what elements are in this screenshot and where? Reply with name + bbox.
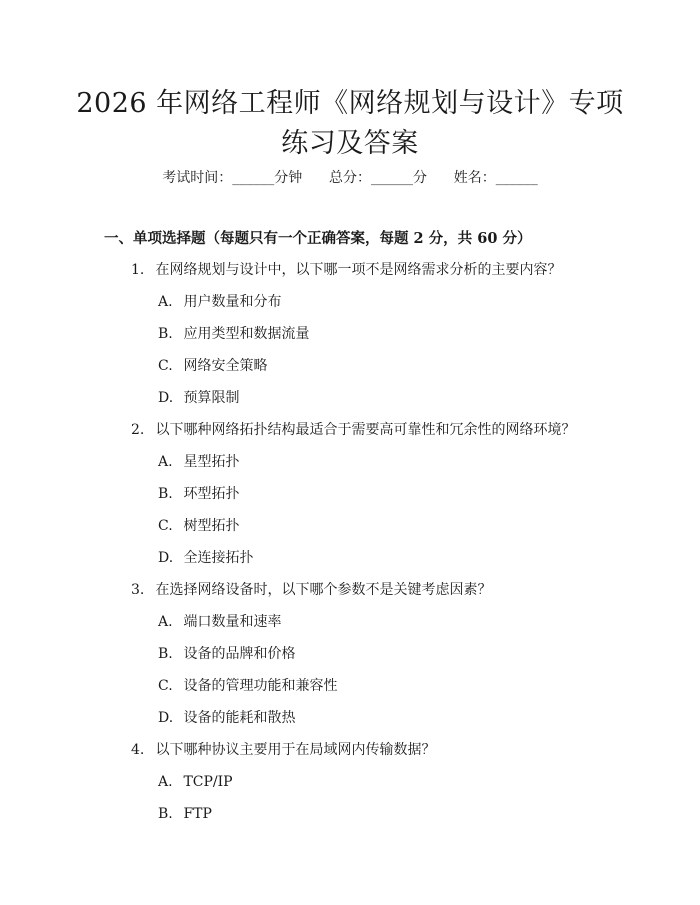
section-heading: 一、单项选择题（每题只有一个正确答案，每题 2 分，共 60 分） [104, 230, 532, 247]
option-3b [158, 644, 295, 664]
option-text: 设备的品牌和价格 [183, 646, 296, 662]
title-line-2: 练习及答案 [281, 128, 419, 159]
option-4b [158, 804, 212, 824]
question-text: 在网络规划与设计中，以下哪一项不是网络需求分析的主要内容？ [155, 262, 562, 278]
option-text: 设备的管理功能和兼容性 [183, 678, 338, 694]
option-letter: C. [158, 518, 173, 534]
question-text: 以下哪种网络拓扑结构最适合于需要高可靠性和冗余性的网络环境？ [155, 422, 576, 438]
question-text: 在选择网络设备时，以下哪个参数不是关键考虑因素？ [155, 582, 492, 598]
option-text: 树型拓扑 [183, 518, 240, 534]
question-number: 2. [131, 422, 145, 438]
option-letter: B. [158, 486, 173, 502]
option-text: 网络安全策略 [183, 358, 268, 374]
option-text: 环型拓扑 [183, 486, 240, 502]
option-letter: B. [158, 646, 173, 662]
question-number: 1. [131, 262, 145, 278]
option-letter: B. [158, 806, 173, 822]
option-text: 星型拓扑 [183, 454, 240, 470]
option-letter: D. [158, 390, 174, 406]
option-text: TCP/IP [183, 774, 233, 790]
question-text: 以下哪种协议主要用于在局域网内传输数据？ [155, 742, 436, 758]
option-letter: A. [158, 774, 173, 790]
option-2b [158, 484, 239, 504]
option-4a [158, 772, 233, 792]
option-letter: A. [158, 614, 173, 630]
option-text: 全连接拓扑 [183, 550, 254, 566]
option-letter: A. [158, 294, 173, 310]
option-letter: D. [158, 550, 174, 566]
option-text: FTP [183, 806, 212, 822]
option-text: 端口数量和速率 [183, 614, 282, 630]
option-letter: C. [158, 358, 173, 374]
option-letter: C. [158, 678, 173, 694]
title-line-1: 2026 年网络工程师《网络规划与设计》专项 [76, 88, 624, 119]
exam-info-line: 考试时间：______分钟 总分：______分 姓名：______ [162, 170, 538, 186]
option-text: 预算限制 [183, 390, 240, 406]
option-2a [158, 452, 239, 472]
option-1a [158, 292, 281, 312]
option-text: 应用类型和数据流量 [183, 326, 310, 342]
option-3a [158, 612, 281, 632]
option-1b [158, 324, 309, 344]
option-3d [158, 708, 295, 728]
option-1d [158, 388, 239, 408]
question-1 [131, 260, 561, 280]
question-4 [131, 740, 435, 760]
question-3 [131, 580, 491, 600]
question-2 [131, 420, 575, 440]
option-2c [158, 516, 239, 536]
option-letter: A. [158, 454, 173, 470]
option-letter: B. [158, 326, 173, 342]
option-text: 设备的能耗和散热 [183, 710, 296, 726]
option-text: 用户数量和分布 [183, 294, 282, 310]
option-1c [158, 356, 267, 376]
question-number: 3. [131, 582, 145, 598]
option-2d [158, 548, 253, 568]
question-number: 4. [131, 742, 145, 758]
document-title [0, 84, 700, 164]
option-letter: D. [158, 710, 174, 726]
option-3c [158, 676, 337, 696]
